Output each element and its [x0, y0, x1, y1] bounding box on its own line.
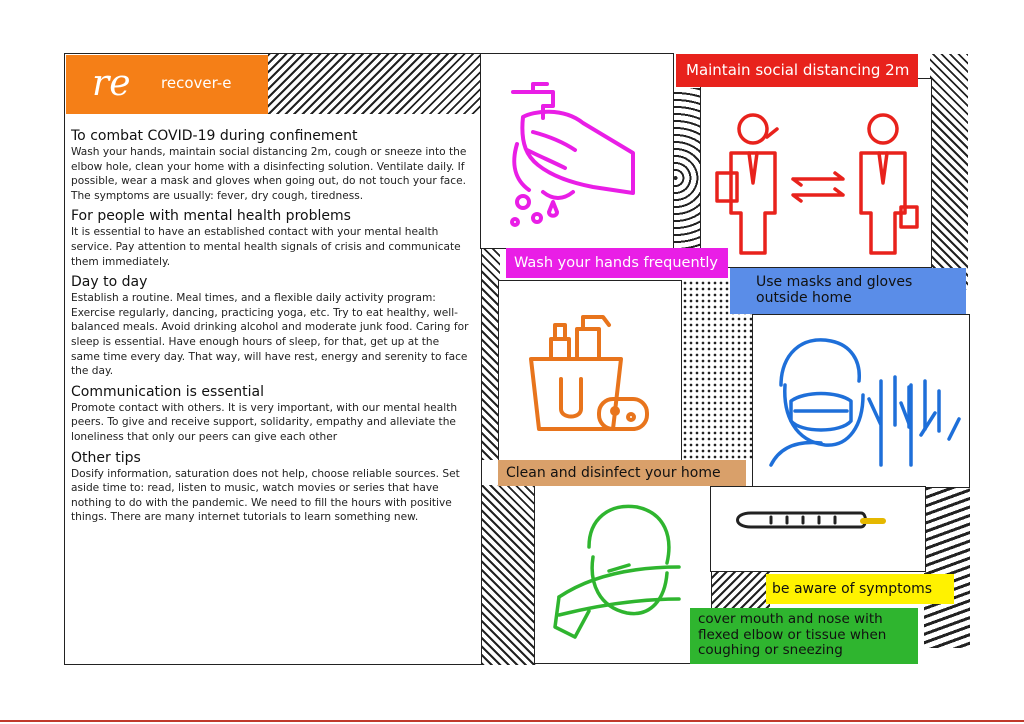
section-title: Communication is essential [71, 383, 264, 400]
wash-label: Wash your hands frequently [506, 248, 728, 278]
clean-label: Clean and disinfect your home [498, 460, 746, 486]
section-body: It is essential to have an established contact with your mental health service. Pay attention to mental health signals of crisis and communicate them immediately. [71, 226, 461, 268]
brand-name: recover-e [161, 74, 232, 92]
sneeze-panel [534, 484, 712, 664]
thermometer-icon [731, 509, 891, 549]
wash-panel [480, 53, 674, 249]
section-body: Wash your hands, maintain social distancing 2m, cough or sneeze into the elbow hole, clean your home with a disinfecting solution. Ventilate daily. If possible, wear a mask and gloves when going out, do not touch your face. The symptoms are usually: fever, dry cough, tiredness. [71, 146, 467, 202]
thermometer-panel [710, 486, 926, 572]
distancing-label: Maintain social distancing 2m [676, 54, 918, 87]
stripe-pattern-bottom-right [924, 488, 970, 648]
section-communication [71, 384, 469, 445]
masks-label: Use masks and gloves outside home [730, 268, 966, 314]
section-title: Day to day [71, 274, 148, 291]
section-other-tips [71, 450, 469, 525]
symptoms-label: be aware of symptoms [766, 574, 954, 604]
section-title: To combat COVID-19 during confinement [71, 128, 358, 144]
section-combat [71, 128, 469, 203]
brand-header [66, 55, 268, 114]
bottom-rule [0, 720, 1024, 722]
distancing-panel [700, 78, 932, 268]
section-title: Other tips [71, 449, 141, 466]
section-body: Establish a routine. Meal times, and a flexible daily activity program: Exercise regularly, dancing, practicing yoga, etc. Try to eat healthy, well-balanced meals. Avoid drinking alcohol and moderate junk food. Caring for sleep is essential. Have enough hours of sleep, for that, get up at the same time every day. That way, will have rest, energy and serenity to face the day. [71, 292, 469, 378]
social-distance-icon [713, 107, 923, 257]
info-text [71, 128, 469, 530]
logo: re [92, 63, 131, 104]
stripe-pattern-mid [710, 570, 770, 610]
sneeze-elbow-icon [549, 497, 699, 657]
section-title: For people with mental health problems [71, 208, 351, 225]
cleaning-supplies-icon [521, 299, 661, 439]
mask-gloves-icon [761, 325, 961, 475]
section-body: Promote contact with others. It is very important, with our mental health peers. To give and receive support, solidarity, empathy and alleviate the loneliness that only our peers can give each other [71, 401, 458, 443]
stripe-pattern-top-right [930, 54, 968, 290]
masks-panel [752, 314, 970, 488]
section-body: Dosify information, saturation does not help, choose reliable sources. Set aside time to: read, listen to music, watch movies or series that have nothing to do with the pandemic. We need to fill the hours with positive things. There are many internet tutorials to learn something new. [71, 467, 460, 524]
basket-pattern-bottom [482, 485, 538, 665]
hand-washing-icon [503, 72, 653, 242]
section-day-to-day [71, 274, 469, 379]
section-mental-health [71, 208, 469, 269]
clean-panel [498, 280, 682, 464]
cover-label: cover mouth and nose with flexed elbow or tissue when coughing or sneezing [690, 608, 918, 664]
header-pattern [268, 54, 480, 114]
